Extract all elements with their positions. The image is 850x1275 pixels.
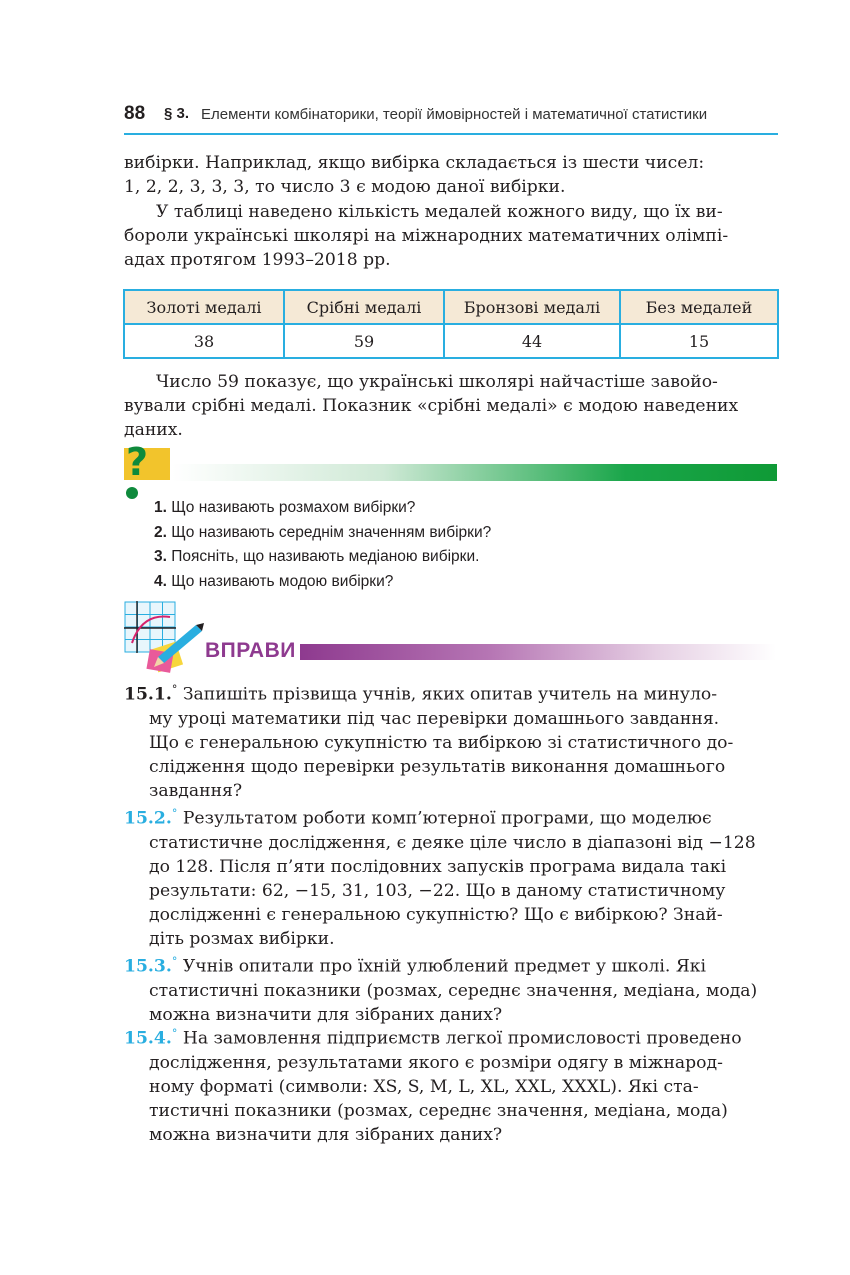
question-item: 4. Що називають модою вибірки?: [154, 572, 394, 590]
text-line: дослідженні є генеральною сукупністю? Що є вибіркою? Знай-: [149, 904, 723, 925]
text-line: Результатом роботи комп’ютерної програми, що моделює: [182, 808, 712, 829]
exercise-number: 15.1.: [124, 684, 172, 705]
table-cell: 44: [444, 324, 620, 358]
text-line: завдання?: [149, 780, 243, 801]
text-line: тистичні показники (розмах, середнє значення, медіана, мода): [149, 1100, 728, 1121]
text-line: слідження щодо перевірки результатів виконання домашнього: [149, 756, 726, 777]
text-line: адах протягом 1993–2018 рр.: [124, 250, 391, 270]
mode-paragraph: [124, 370, 778, 442]
question-item: 1. Що називають розмахом вибірки?: [154, 499, 416, 516]
question-item: 2. Що називають середнім значенням вибірки?: [154, 523, 492, 541]
text-line: Число 59 показує, що українські школярі найчастіше завойо-: [156, 372, 718, 392]
intro-paragraph: [124, 151, 778, 199]
table-header-cell: Золоті медалі: [124, 290, 284, 324]
table-cell: 15: [620, 324, 778, 358]
text-line: Що є генеральною сукупністю та вибіркою зі статистичного до-: [149, 732, 734, 753]
table-cell: 59: [284, 324, 444, 358]
text-line: му уроці математики під час перевірки домашнього завдання.: [149, 708, 720, 729]
question-mark-icon: ?: [124, 448, 170, 480]
text-line: результати: 62, −15, 31, 103, −22. Що в даному статистичному: [149, 880, 726, 901]
text-line: ному форматі (символи: XS, S, M, L, XL, XXL, XXXL). Які ста-: [149, 1076, 699, 1097]
table-header-cell: Срібні медалі: [284, 290, 444, 324]
text-line: до 128. Після п’яти послідовних запусків програма видала такі: [149, 856, 727, 877]
table-header-cell: Бронзові медалі: [444, 290, 620, 324]
text-line: можна визначити для зібраних даних?: [149, 1124, 503, 1145]
text-line: діть розмах вибірки.: [149, 928, 335, 949]
exercise-item: 15.3.° Учнів опитали про їхній улюблений предмет у школі. Які статистичні показники (розмах, середнє значення, медіана, мода) можна визначити для зібраних даних?: [124, 950, 778, 1027]
text-line: Запишіть прізвища учнів, яких опитав учитель на минуло-: [182, 684, 718, 705]
table-intro-paragraph: [124, 200, 778, 272]
text-line: можна визначити для зібраних даних?: [149, 1004, 503, 1025]
text-line: 1, 2, 2, 3, 3, 3, то число 3 є модою даної вибірки.: [124, 177, 566, 197]
text-line: вували срібні медалі. Показник «срібні медалі» є модою наведених: [124, 396, 739, 416]
section-number: § 3.: [164, 105, 190, 122]
text-line: статистичні показники (розмах, середнє значення, медіана, мода): [149, 980, 758, 1001]
exercise-number: 15.3.: [124, 956, 172, 977]
exercise-item: 15.1.° Запишіть прізвища учнів, яких опитав учитель на минуло- му уроці математики під час перевірки домашнього завдання. Що є генеральною сукупністю та вибіркою зі статистичного до- слідження щодо перевірки результатів виконання домашнього завдання?: [124, 678, 778, 803]
table-header-row: [124, 290, 778, 324]
text-line: статистичне дослідження, є деяке ціле число в діапазоні від −128: [149, 832, 756, 853]
question-dot-icon: [126, 487, 138, 499]
medal-table: [123, 289, 779, 359]
exercise-item: 15.4.° На замовлення підприємств легкої промисловості проведено дослідження, результатами якого є розміри одягу в міжнарод- ному форматі (символи: XS, S, M, L, XL, XXL, XXXL). Які ста- тистичні показники (розмах, середнє значення, медіана, мода) можна визначити для зібраних даних?: [124, 1022, 778, 1147]
exercise-number: 15.4.: [124, 1028, 172, 1049]
section-title: Елементи комбінаторики, теорії ймовірностей і математичної статистики: [201, 106, 708, 123]
question-item: 3. Поясніть, що називають медіаною вибірки.: [154, 548, 480, 566]
text-line: дослідження, результатами якого є розміри одягу в міжнарод-: [149, 1052, 723, 1073]
questions-divider-bar: [172, 464, 777, 481]
text-line: На замовлення підприємств легкої промисловості проведено: [182, 1028, 742, 1049]
review-questions: [154, 496, 491, 594]
text-line: бороли українські школярі на міжнародних математичних олімпі-: [124, 226, 729, 246]
text-line: Учнів опитали про їхній улюблений предмет у школі. Які: [182, 956, 706, 977]
exercise-item: 15.2.° Результатом роботи комп’ютерної програми, що моделює статистичне дослідження, є деяке ціле число в діапазоні від −128 до 128. Після п’яти послідовних запусків програма видала такі результати: 62, −15, 31, 103, −22. Що в даному статистичному дослідженні є генеральною сукупністю? Що є вибіркою? Знай- діть розмах вибірки.: [124, 802, 778, 951]
table-cell: 38: [124, 324, 284, 358]
text-line: даних.: [124, 420, 183, 440]
exercises-divider-bar: [300, 644, 776, 660]
page-number: 88: [124, 103, 146, 124]
text-line: вибірки. Наприклад, якщо вибірка складається із шести чисел:: [124, 153, 705, 173]
exercise-number: 15.2.: [124, 808, 172, 829]
table-header-cell: Без медалей: [620, 290, 778, 324]
page-header: [124, 103, 778, 135]
table-row: [124, 324, 778, 358]
text-line: У таблиці наведено кількість медалей кожного виду, що їх ви-: [156, 202, 723, 222]
exercises-heading: ВПРАВИ: [205, 639, 296, 662]
graph-pencil-icon: [124, 601, 204, 677]
